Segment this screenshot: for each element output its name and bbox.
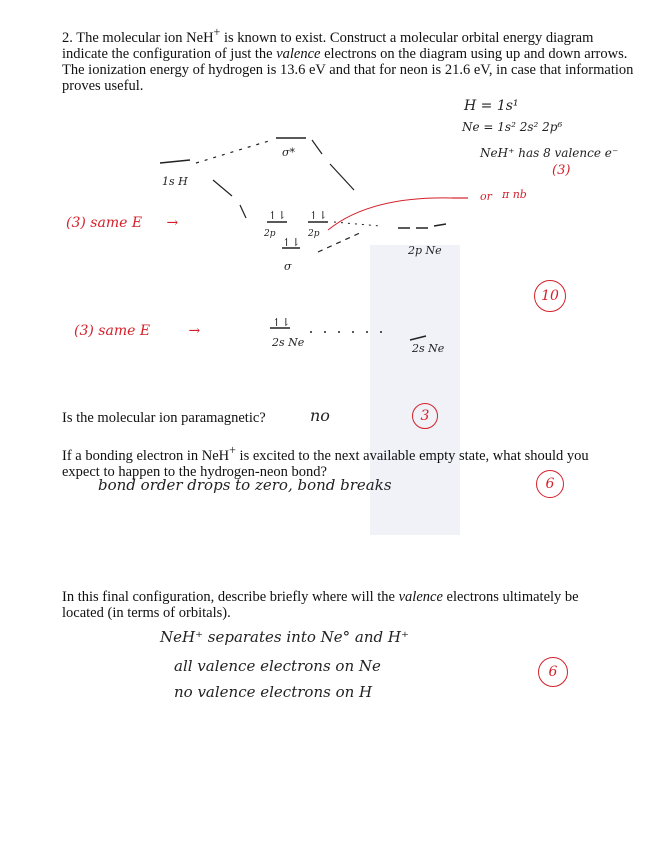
p-left-label: 2p [264, 229, 276, 239]
question-intro-text: The molecular ion NeH [76, 29, 214, 46]
ne-2s-left-label: 2s Ne [272, 336, 305, 349]
electron-pair-2s: ↿⇂ [272, 316, 291, 329]
connector-h-sigma-1 [213, 180, 232, 196]
connector-ne-sigma-star [330, 164, 354, 190]
excitation-question [62, 442, 622, 480]
superscript-plus: + [213, 25, 221, 39]
same-energy-text-2: (3) same E [74, 323, 151, 339]
connector-h-sigma-star [196, 140, 272, 163]
arrow-2: → [188, 323, 201, 339]
connector-sigma-star-right [312, 140, 322, 154]
mo-diagram [0, 0, 672, 420]
same-energy-note-1 [66, 215, 178, 231]
question-intro-continued: is known to exist. Construct a molecular orbital energy diagram indicate the configuration of just the [62, 29, 594, 62]
h-config-note: H = 1s¹ [464, 98, 519, 114]
valence-count-note: NeH⁺ has 8 valence e⁻ [480, 146, 619, 160]
ne-2p-level-3 [434, 224, 446, 226]
paramagnetic-answer: no [310, 406, 330, 425]
pi-nb-label: π nb [502, 188, 527, 201]
p-right-label: 2p [308, 229, 320, 239]
h-1s-level [160, 160, 190, 163]
final-score: 6 [538, 657, 568, 687]
final-valence-italic: valence [398, 589, 443, 605]
electron-pair-sigma: ↿⇂ [282, 236, 301, 249]
excitation-score: 6 [536, 470, 564, 498]
ne-2p-label: 2p Ne [408, 244, 442, 257]
ne-config-note: Ne = 1s² 2s² 2p⁶ [462, 120, 563, 134]
same-energy-text-1: (3) same E [66, 215, 143, 231]
ne-2s-level-right [410, 336, 426, 340]
connector-h-sigma-2 [240, 205, 246, 218]
arrow-1: → [166, 215, 179, 231]
paramagnetic-score: 3 [412, 403, 438, 429]
diagram-score: 10 [534, 280, 566, 312]
sigma-label: σ [284, 260, 292, 273]
excitation-question-a: If a bonding electron in NeH [62, 447, 230, 464]
or-label: or [480, 190, 492, 203]
connector-sigma-ne [318, 232, 362, 252]
final-question-b: electrons ultimately be located (in terms of orbitals). [62, 589, 579, 621]
valence-italic: valence [276, 45, 321, 62]
question-number: 2. [62, 29, 73, 46]
final-answer-3: no valence electrons on H [174, 683, 373, 701]
final-question-a: In this final configuration, describe briefly where will the [62, 589, 399, 605]
h-1s-label: 1s H [162, 175, 188, 188]
electron-pair-right: ↿⇂ [309, 209, 328, 222]
electron-pair-left: ↿⇂ [268, 209, 287, 222]
sigma-star-label: σ* [282, 146, 296, 159]
final-answer-1: NeH⁺ separates into Ne° and H⁺ [160, 628, 409, 646]
excitation-answer: bond order drops to zero, bond breaks [98, 476, 392, 494]
valence-count-score: (3) [552, 163, 571, 178]
red-curve [328, 198, 452, 230]
excitation-sup: + [229, 443, 236, 457]
final-answer-2: all valence electrons on Ne [174, 657, 381, 675]
connector-nb-ne [334, 222, 380, 226]
ne-2s-right-label: 2s Ne [412, 342, 445, 355]
question-intro-end: electrons on the diagram using up and down arrows. The ionization energy of hydrogen is 13.6 eV and that for neon is 21.6 eV, in case that information proves useful. [62, 45, 634, 94]
final-question [62, 589, 607, 621]
same-energy-note-2 [74, 323, 200, 339]
excitation-question-b: is excited to the next available empty state, what should you expect to happen to the hydrogen-neon bond? [62, 447, 589, 480]
paramagnetic-question: Is the molecular ion paramagnetic? [62, 410, 266, 426]
